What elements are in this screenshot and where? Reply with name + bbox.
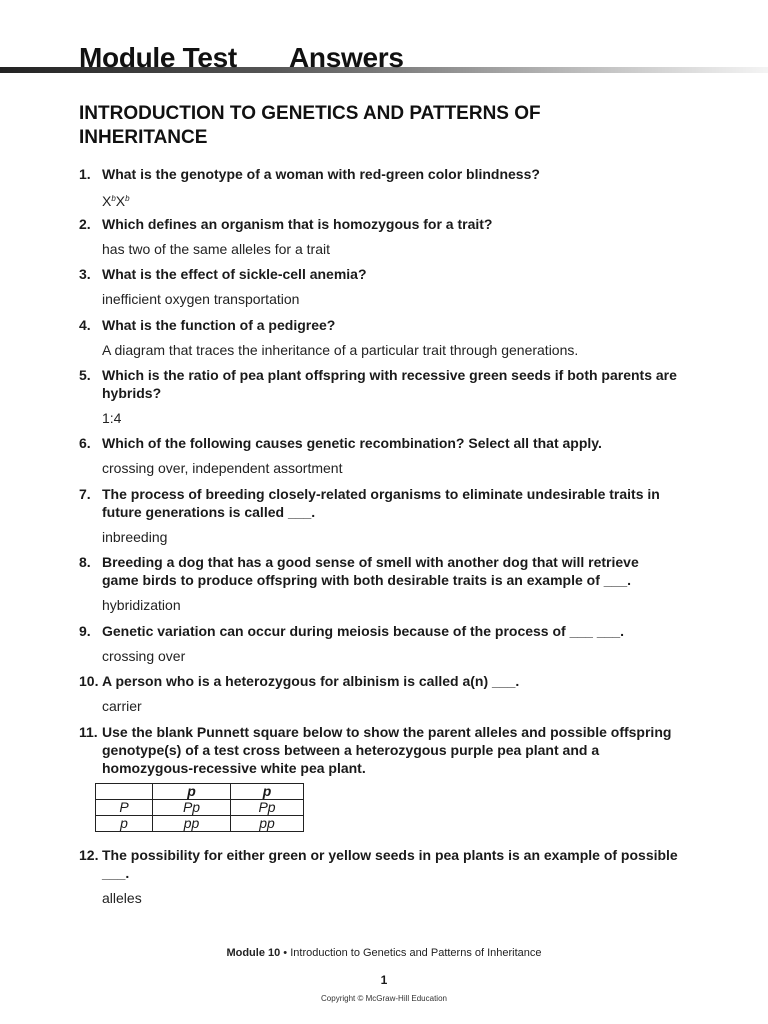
punnett-row (96, 800, 304, 816)
question-number: 2. (79, 216, 91, 232)
question-number: 6. (79, 435, 91, 451)
question-number: 10. (79, 673, 99, 689)
question-number: 1. (79, 166, 91, 182)
question-number: 12. (79, 847, 99, 863)
punnett-header-row (96, 784, 304, 800)
question-10 (79, 672, 679, 715)
page-header (0, 38, 768, 78)
punnett-cell: p (231, 784, 304, 800)
question-answer: crossing over (102, 648, 186, 664)
punnett-cell: p (96, 816, 153, 832)
question-text: Use the blank Punnett square below to show the parent alleles and possible offspring genotype(s) of a test cross between a heterozygous purple pea plant and a homozygous-recessive white pea plant. (102, 724, 672, 776)
question-11 (79, 723, 679, 777)
question-12 (79, 846, 679, 907)
section-title: INTRODUCTION TO GENETICS AND PATTERNS OF INHERITANCE (79, 103, 541, 148)
question-number: 11. (79, 724, 98, 740)
copyright: Copyright © McGraw-Hill Education (321, 994, 447, 1003)
footer-module-line (0, 947, 768, 959)
punnett-cell (96, 784, 153, 800)
question-8 (79, 553, 679, 614)
header-title: Module Test (79, 42, 237, 73)
question-answer: alleles (102, 890, 142, 906)
question-number: 3. (79, 266, 91, 282)
question-text: Which of the following causes genetic recombination? Select all that apply. (102, 435, 602, 451)
header-answers: Answers (289, 42, 404, 73)
punnett-cell: p (153, 784, 231, 800)
answer-superscript: b (111, 194, 116, 203)
question-text: Which is the ratio of pea plant offspring with recessive green seeds if both parents are hybrids? (102, 367, 677, 401)
question-2 (79, 215, 679, 258)
question-number: 4. (79, 317, 91, 333)
question-text: The possibility for either green or yellow seeds in pea plants is an example of possible ___. (102, 847, 678, 881)
question-text: What is the genotype of a woman with red-green color blindness? (102, 166, 540, 182)
question-text: What is the function of a pedigree? (102, 317, 336, 333)
question-4 (79, 316, 679, 359)
question-3 (79, 265, 679, 308)
punnett-cell: P (96, 800, 153, 816)
answer-superscript: b (125, 194, 130, 203)
footer-separator: • (280, 947, 291, 959)
punnett-cell: pp (153, 816, 231, 832)
question-text: Which defines an organism that is homozygous for a trait? (102, 216, 493, 232)
answer-base: X (115, 193, 126, 209)
question-answer: inefficient oxygen transportation (102, 291, 300, 307)
punnett-square (95, 783, 304, 832)
question-5 (79, 366, 679, 427)
question-answer: A diagram that traces the inheritance of a particular trait through generations. (102, 342, 579, 358)
question-text: Genetic variation can occur during meiosis because of the process of ___ ___. (102, 623, 625, 639)
question-number: 5. (79, 367, 91, 383)
question-6 (79, 434, 679, 477)
question-number: 9. (79, 623, 91, 639)
answer-base: X (102, 193, 112, 209)
question-text: A person who is a heterozygous for albinism is called a(n) ___. (102, 673, 520, 689)
question-answer: inbreeding (102, 529, 168, 545)
question-number: 8. (79, 554, 91, 570)
footer-module: Module 10 (226, 947, 281, 959)
question-text: What is the effect of sickle-cell anemia? (102, 266, 367, 282)
question-number: 7. (79, 486, 91, 502)
question-1 (79, 165, 679, 210)
question-answer: hybridization (102, 597, 181, 613)
question-9 (79, 622, 679, 665)
question-answer (102, 190, 679, 210)
question-text: The process of breeding closely-related organisms to eliminate undesirable traits in future generations is called ___. (102, 486, 660, 520)
footer-module-title: Introduction to Genetics and Patterns of Inheritance (290, 947, 542, 959)
question-answer: crossing over, independent assortment (102, 460, 343, 476)
punnett-cell: Pp (153, 800, 231, 816)
page-number: 1 (380, 973, 388, 987)
question-7 (79, 485, 679, 546)
question-answer: has two of the same alleles for a trait (102, 241, 330, 257)
punnett-cell: Pp (231, 800, 304, 816)
question-text: Breeding a dog that has a good sense of smell with another dog that will retrieve game birds to produce offspring with both desirable traits is an example of ___. (102, 554, 639, 588)
question-answer: 1:4 (102, 410, 122, 426)
question-answer: carrier (102, 698, 142, 714)
punnett-cell: pp (231, 816, 304, 832)
punnett-row (96, 816, 304, 832)
